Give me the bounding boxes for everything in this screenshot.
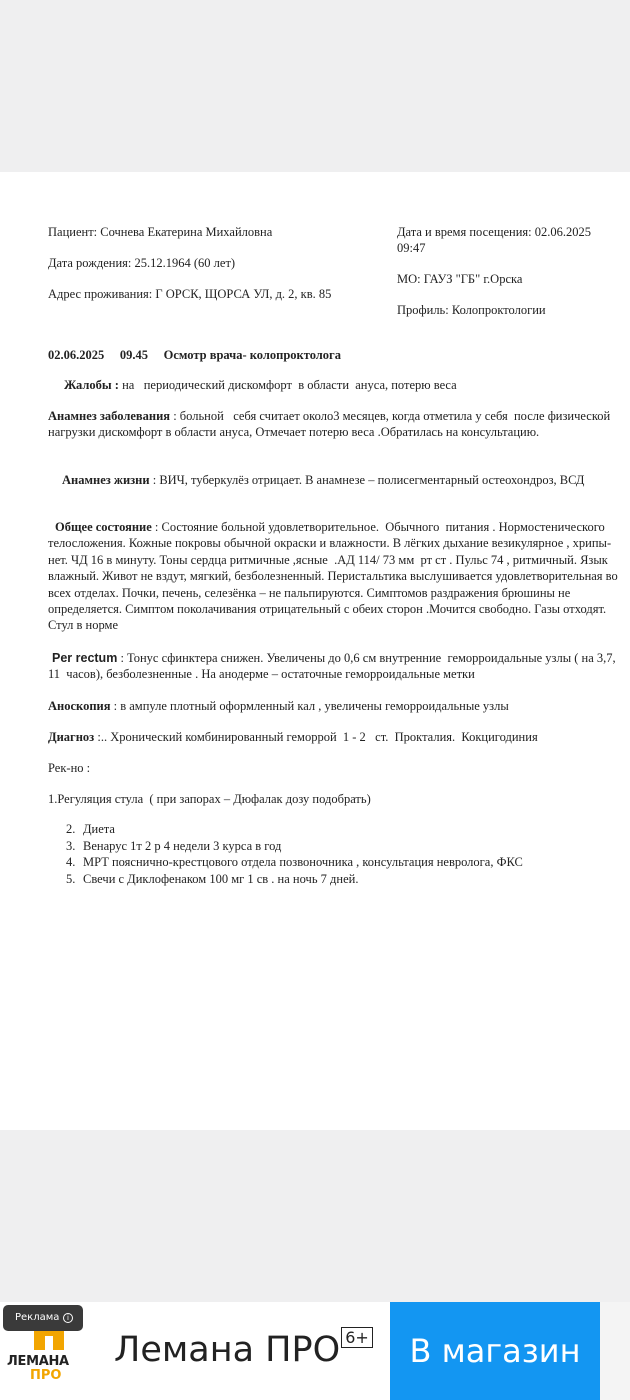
per-rectum-text: : Тонус сфинктера снижен. Увеличены до 0,6 см внутренние геморроидальные узлы ( на 3,7, 11 часов), безболезненные . На анодерме – остаточные геморроидальные метки [48,651,619,682]
recommendations-label: Рек-но : [48,761,91,775]
visit-time: 09:47 [397,241,426,255]
info-icon[interactable]: i [63,1313,73,1323]
complaints-text: на периодический дискомфорт в области ануса, потерю веса [118,378,457,392]
complaints-label: Жалобы : [64,378,119,392]
brand-name: ЛЕМАНА [7,1354,69,1369]
general-condition [48,519,628,634]
profile: Профиль: Колопроктологии [397,303,546,317]
rec-num: 2. [66,822,76,836]
brand-name-pro: ПРО [30,1368,62,1383]
ad-edge [600,1302,630,1400]
medical-document [0,172,630,1130]
rec-num: 3. [66,839,76,853]
per-rectum [48,650,628,683]
anoscopy-text: : в ампуле плотный оформленный кал , увеличены геморроидальные узлы [110,699,509,713]
birth-date: Дата рождения: 25.12.1964 (60 лет) [48,256,236,270]
rec-item: Диета [83,822,115,836]
rec-num: 4. [66,855,76,869]
ad-label: Реклама [15,1312,60,1323]
per-rectum-label: Per rectum [52,651,118,665]
address: Адрес проживания: Г ОРСК, ЩОРСА УЛ, д. 2, кв. 85 [48,287,332,301]
rec-item: МРТ пояснично-крестцового отдела позвоночника , консультация невролога, ФКС [83,855,523,869]
rec-item: Свечи с Диклофенаком 100 мг 1 св . на ночь 7 дней. [83,872,359,886]
general-condition-text: : Состояние больной удовлетворительное. Обычного питания . Нормостенического телосложения. Кожные покровы обычной окраски и влажности. В лёгких дыхание везикулярное , хрипы- нет. ЧД 16 в минуту. Тоны сердца ритмичные ,ясные .АД 114/ 73 мм рт ст . Пульс 74 , ритмичный. Язык влажный. Живот не вздут, мягкий, безболезненный. Перистальтика выслушивается удовлетворительная во всех отделах. Почки, печень, селезёнка – не пальпируются. Симптомов раздражения брюшины не определяется. Симптом поколачивания отрицательный с обеих сторон .Мочится свободно. Газы отходят. Стул в норме [48,520,621,633]
anamnesis-life-label: Анамнез жизни [62,473,150,487]
diagnosis-text: :.. Хронический комбинированный геморрой 1 - 2 ст. Прокталия. Кокцигодиния [94,730,538,744]
bottom-margin [0,1130,630,1302]
age-rating: 6+ [341,1327,373,1348]
rec-item: Венарус 1т 2 р 4 недели 3 курса в год [83,839,282,853]
patient-name: Пациент: Сочнева Екатерина Михайловна [48,225,273,239]
ad-title[interactable]: Лемана ПРО [114,1330,341,1370]
diagnosis [48,729,628,745]
anamnesis-disease [48,408,628,441]
exam-title: 02.06.2025 09.45 Осмотр врача- колопроктолога [48,348,341,362]
anoscopy [48,698,628,714]
top-margin [0,0,630,172]
general-condition-label: Общее состояние [55,520,152,534]
recommendation-1: 1.Регуляция стула ( при запорах – Дюфалак дозу подобрать) [48,792,371,806]
anamnesis-disease-label: Анамнез заболевания [48,409,171,423]
complaints [48,377,630,393]
anamnesis-life-text: : ВИЧ, туберкулёз отрицает. В анамнезе – полисегментарный остеохондроз, ВСД [149,473,585,487]
diagnosis-label: Диагноз [48,730,95,744]
anoscopy-label: Аноскопия [48,699,111,713]
anamnesis-life [48,472,628,488]
to-store-button[interactable]: В магазин [390,1302,600,1400]
ad-label-badge[interactable] [3,1305,83,1331]
anamnesis-disease-text: : больной себя считает около3 месяцев, когда отметила у себя после физической нагрузки дискомфорт в области ануса, Отмечает потерю веса .Обратилась на консультацию. [48,409,614,440]
medical-organization: МО: ГАУЗ "ГБ" г.Орска [397,272,523,286]
rec-num: 5. [66,872,76,886]
visit-datetime: Дата и время посещения: 02.06.2025 [397,225,591,239]
